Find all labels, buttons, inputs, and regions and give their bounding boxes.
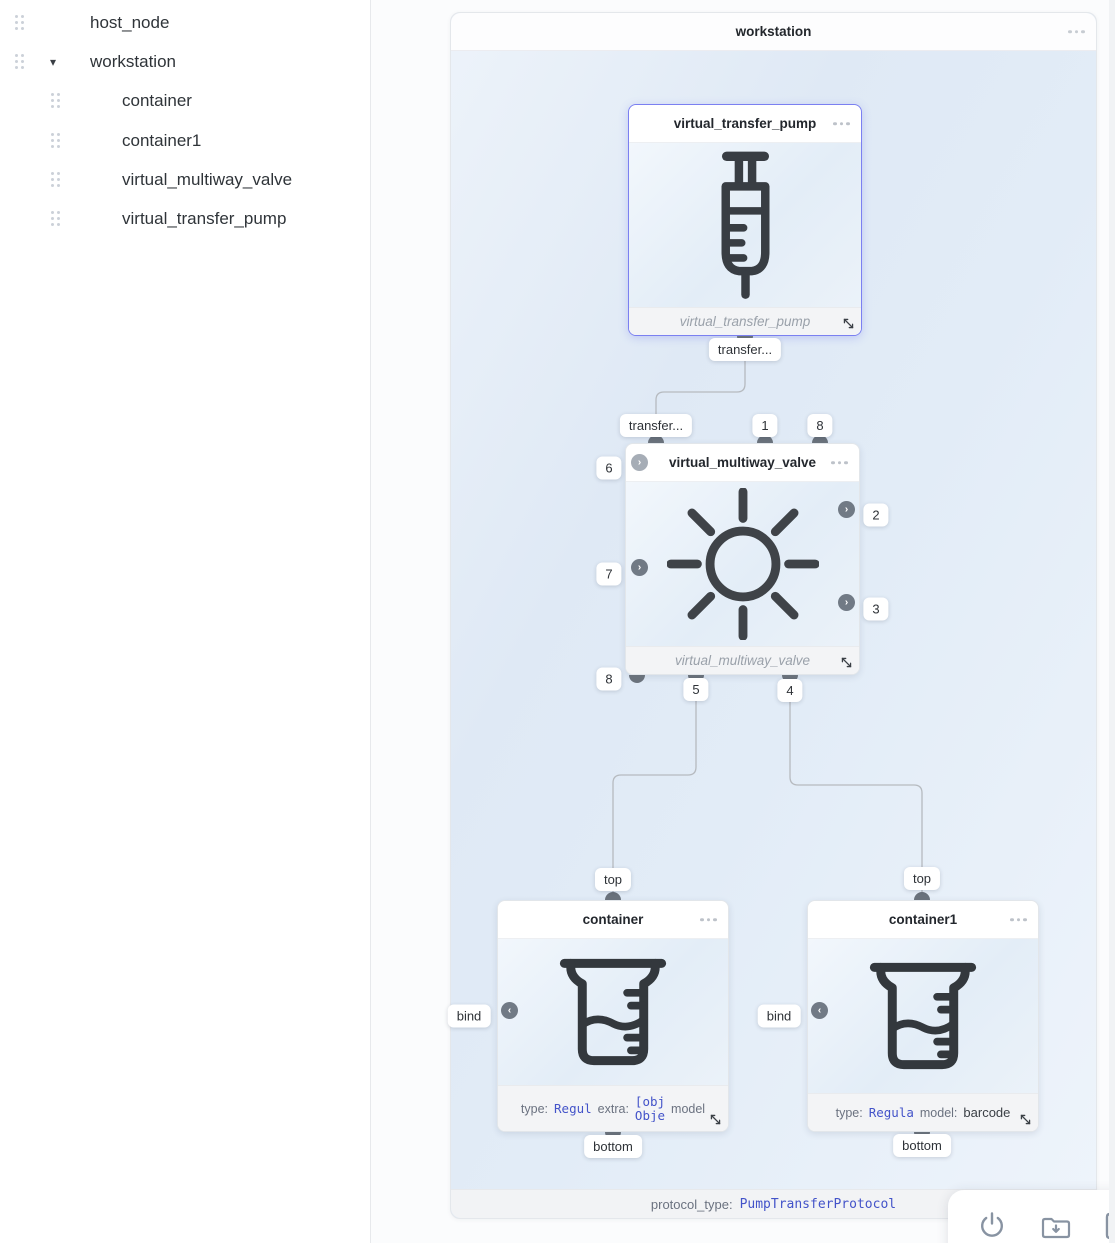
port-label-valve-2[interactable]: 2 bbox=[863, 504, 888, 527]
node-footer bbox=[629, 307, 861, 335]
canvas-toolbar bbox=[948, 1190, 1115, 1243]
port-handle-valve-6[interactable]: › bbox=[631, 454, 648, 471]
node-header bbox=[629, 105, 861, 143]
node-body bbox=[626, 482, 859, 646]
port-label-container1-bottom[interactable]: bottom bbox=[893, 1134, 951, 1157]
drag-handle-icon[interactable] bbox=[51, 172, 54, 175]
workstation-header bbox=[451, 13, 1096, 51]
model-field-label: model: bbox=[919, 1105, 958, 1120]
port-label-container-bind[interactable]: bind bbox=[448, 1005, 491, 1028]
tree-item-virtual-transfer-pump[interactable] bbox=[0, 199, 370, 238]
tree-item-label: virtual_transfer_pump bbox=[122, 209, 287, 229]
tree-item-label: container1 bbox=[122, 130, 202, 150]
tree-item-label: virtual_multiway_valve bbox=[122, 169, 293, 189]
node-tree bbox=[0, 0, 370, 239]
node-body bbox=[498, 939, 728, 1085]
node-title: virtual_transfer_pump bbox=[673, 116, 817, 131]
port-label-valve-3[interactable]: 3 bbox=[863, 598, 888, 621]
node-footer bbox=[498, 1085, 728, 1131]
tree-item-virtual-multiway-valve[interactable] bbox=[0, 160, 370, 199]
tree-item-container1[interactable] bbox=[0, 121, 370, 160]
node-title: virtual_multiway_valve bbox=[668, 455, 817, 470]
protocol-type-label: protocol_type: bbox=[650, 1196, 733, 1212]
extra-field-label: extra: bbox=[597, 1101, 629, 1116]
node-fields bbox=[808, 1105, 1038, 1120]
tree-item-container[interactable] bbox=[0, 82, 370, 121]
resize-icon[interactable] bbox=[709, 1113, 722, 1126]
node-header bbox=[808, 901, 1038, 939]
beaker-icon bbox=[859, 957, 987, 1075]
multiway-valve-icon bbox=[667, 488, 819, 640]
node-virtual-multiway-valve[interactable] bbox=[625, 443, 860, 675]
port-handle-valve-7[interactable]: › bbox=[631, 559, 648, 576]
node-footer bbox=[808, 1093, 1038, 1131]
tree-item-workstation[interactable] bbox=[0, 42, 370, 81]
tree-item-host-node[interactable] bbox=[0, 3, 370, 42]
port-label-valve-6[interactable]: 6 bbox=[596, 457, 621, 480]
beaker-icon bbox=[549, 953, 677, 1071]
port-handle-valve-2[interactable]: › bbox=[838, 501, 855, 518]
tree-sidebar bbox=[0, 0, 371, 1243]
type-field-label: type: bbox=[835, 1105, 863, 1120]
drag-handle-icon[interactable] bbox=[51, 133, 54, 136]
node-instance-name: virtual_transfer_pump bbox=[679, 314, 811, 329]
port-label-container-bottom[interactable]: bottom bbox=[584, 1135, 642, 1158]
port-label-valve-7[interactable]: 7 bbox=[596, 563, 621, 586]
node-title: container1 bbox=[888, 912, 958, 927]
port-label-container1-bind[interactable]: bind bbox=[758, 1005, 801, 1028]
node-title: container bbox=[582, 912, 644, 927]
port-handle-valve-3[interactable]: › bbox=[838, 594, 855, 611]
model-field-label: model bbox=[671, 1101, 706, 1116]
type-field-value: Regula bbox=[868, 1105, 914, 1120]
node-fields bbox=[498, 1095, 728, 1121]
vertical-scrollbar[interactable] bbox=[1109, 0, 1115, 1243]
node-container[interactable] bbox=[497, 900, 729, 1132]
tree-item-label: host_node bbox=[90, 12, 170, 32]
workstation-title: workstation bbox=[735, 24, 812, 39]
extra-field-value: [obj Obje bbox=[634, 1095, 666, 1122]
port-label-valve-1[interactable]: 1 bbox=[752, 414, 777, 437]
syringe-icon bbox=[698, 145, 793, 305]
port-handle-container1-bind[interactable]: ‹ bbox=[811, 1002, 828, 1019]
drag-handle-icon[interactable] bbox=[51, 93, 54, 96]
folder-download-icon[interactable] bbox=[1040, 1214, 1072, 1240]
resize-icon[interactable] bbox=[1019, 1113, 1032, 1126]
caret-down-icon[interactable]: ▾ bbox=[50, 54, 57, 69]
ellipsis-menu-icon[interactable] bbox=[1068, 30, 1085, 34]
port-label-valve-8[interactable]: 8 bbox=[596, 668, 621, 691]
resize-icon[interactable] bbox=[842, 317, 855, 330]
ellipsis-menu-icon[interactable] bbox=[700, 918, 717, 922]
node-header bbox=[626, 444, 859, 482]
port-label-container-top[interactable]: top bbox=[595, 868, 631, 891]
drag-handle-icon[interactable] bbox=[15, 15, 18, 18]
port-label-valve-4[interactable]: 4 bbox=[777, 679, 802, 702]
resize-icon[interactable] bbox=[840, 656, 853, 669]
type-field-value: Regul bbox=[554, 1101, 592, 1116]
tree-item-label: workstation bbox=[90, 51, 176, 71]
ellipsis-menu-icon[interactable] bbox=[831, 461, 848, 465]
port-label-pump-transfer[interactable]: transfer... bbox=[709, 338, 781, 361]
ellipsis-menu-icon[interactable] bbox=[1010, 918, 1027, 922]
port-label-valve-8-top[interactable]: 8 bbox=[807, 414, 832, 437]
type-field-label: type: bbox=[520, 1101, 549, 1116]
drag-handle-icon[interactable] bbox=[15, 54, 18, 57]
drag-handle-icon[interactable] bbox=[51, 211, 54, 214]
node-header bbox=[498, 901, 728, 939]
node-virtual-transfer-pump[interactable] bbox=[628, 104, 862, 336]
port-label-valve-transfer[interactable]: transfer... bbox=[620, 414, 692, 437]
node-footer bbox=[626, 646, 859, 674]
port-label-container1-top[interactable]: top bbox=[904, 867, 940, 890]
protocol-type-value: PumpTransferProtocol bbox=[739, 1196, 897, 1212]
node-container1[interactable] bbox=[807, 900, 1039, 1132]
port-label-valve-5[interactable]: 5 bbox=[683, 678, 708, 701]
node-body bbox=[808, 939, 1038, 1093]
ellipsis-menu-icon[interactable] bbox=[833, 122, 850, 126]
power-button-icon[interactable] bbox=[976, 1210, 1008, 1242]
node-instance-name: virtual_multiway_valve bbox=[674, 653, 811, 668]
node-body bbox=[629, 143, 861, 307]
port-handle-container-bind[interactable]: ‹ bbox=[501, 1002, 518, 1019]
model-field-value: barcode bbox=[963, 1105, 1011, 1120]
tree-item-label: container bbox=[122, 91, 192, 111]
